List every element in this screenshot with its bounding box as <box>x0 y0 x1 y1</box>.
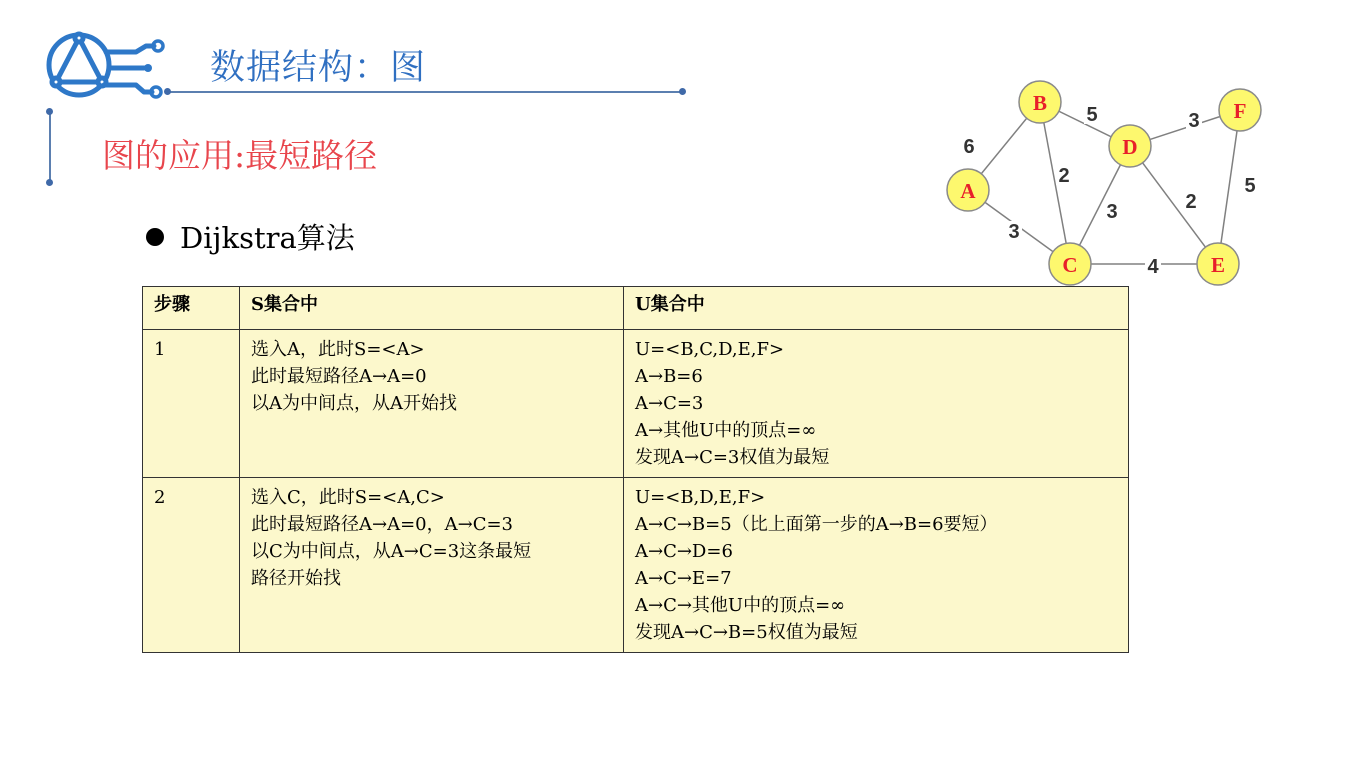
table-row <box>143 330 1129 478</box>
edge-weight-label: 3 <box>1106 201 1118 223</box>
u-line: A→C=3 <box>635 393 704 414</box>
step-cell: 1 <box>143 330 240 478</box>
u-line: A→其他U中的顶点=∞ <box>635 420 817 441</box>
edge-weight-label: 2 <box>1058 165 1070 187</box>
s-set-cell <box>240 330 624 478</box>
edge-weight-label: 3 <box>1188 110 1200 132</box>
side-divider <box>49 112 51 182</box>
table-row <box>143 478 1129 653</box>
bullet-item <box>146 216 355 257</box>
u-line: A→B=6 <box>635 366 703 387</box>
bullet-icon <box>146 228 164 246</box>
edge-weight-label: 4 <box>1147 256 1159 278</box>
edge-weight-label: 5 <box>1244 175 1256 197</box>
dijkstra-steps-table <box>142 286 1129 653</box>
node-label: B <box>1032 91 1048 115</box>
header-divider <box>166 91 682 93</box>
node-label: F <box>1233 99 1247 123</box>
u-line: 发现A→C→B=5权值为最短 <box>635 622 858 643</box>
edge-DE <box>1130 146 1218 264</box>
side-divider-dot <box>46 179 53 186</box>
edge-EF <box>1218 110 1240 264</box>
u-line: A→C→B=5（比上面第一步的A→B=6要短） <box>635 514 998 535</box>
node-label: A <box>960 179 976 203</box>
table-header-row <box>143 287 1129 330</box>
side-divider-dot <box>46 108 53 115</box>
header-s-set: S集合中 <box>240 287 624 330</box>
graph-diagram <box>930 72 1270 292</box>
u-line: A→C→D=6 <box>635 541 733 562</box>
u-line: U=<B,C,D,E,F> <box>635 339 785 360</box>
s-line: 以A为中间点，从A开始找 <box>251 393 457 414</box>
divider-dot <box>679 88 686 95</box>
section-title: 图的应用:最短路径 <box>102 136 378 175</box>
divider-dot <box>164 88 171 95</box>
header-step: 步骤 <box>143 287 240 330</box>
s-line: 此时最短路径A→A=0 <box>251 366 427 387</box>
edge-weight-label: 2 <box>1185 191 1197 213</box>
s-line: 以C为中间点，从A→C=3这条最短 <box>251 541 532 562</box>
s-line: 路径开始找 <box>251 568 341 589</box>
node-label: C <box>1062 253 1078 277</box>
u-line: U=<B,D,E,F> <box>635 487 766 508</box>
header-u-set: U集合中 <box>624 287 1129 330</box>
page-title: 数据结构：图 <box>210 48 427 88</box>
s-line: 选入C，此时S=<A,C> <box>251 487 445 508</box>
node-label: D <box>1122 135 1138 159</box>
u-line: A→C→E=7 <box>635 568 732 589</box>
node-label: E <box>1210 253 1226 277</box>
bullet-text: Dijkstra算法 <box>180 221 355 255</box>
u-line: 发现A→C=3权值为最短 <box>635 447 830 468</box>
edge-weight-label: 3 <box>1008 221 1020 243</box>
u-line: A→C→其他U中的顶点=∞ <box>635 595 846 616</box>
logo-icon <box>44 30 169 102</box>
edge-weight-label: 6 <box>963 136 975 158</box>
u-set-cell <box>624 330 1129 478</box>
u-set-cell <box>624 478 1129 653</box>
step-cell: 2 <box>143 478 240 653</box>
edge-weight-label: 5 <box>1086 104 1098 126</box>
s-set-cell <box>240 478 624 653</box>
s-line: 选入A，此时S=<A> <box>251 339 425 360</box>
s-line: 此时最短路径A→A=0，A→C=3 <box>251 514 514 535</box>
